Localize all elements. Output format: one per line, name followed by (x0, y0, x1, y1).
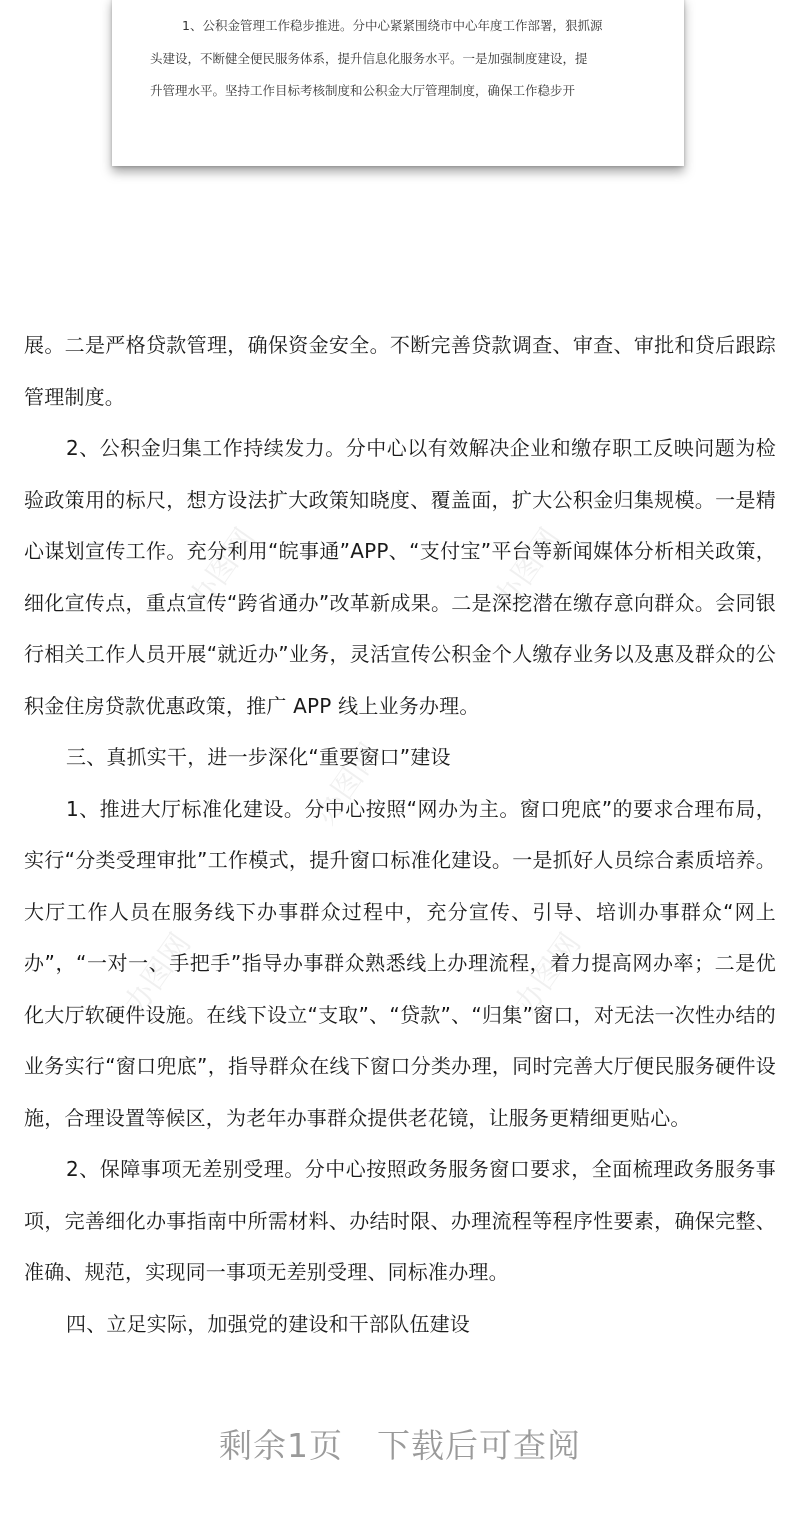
watermark: 办图网 (307, 737, 389, 831)
watermark: 办图网 (117, 927, 199, 1021)
preview-page-card (112, 0, 684, 166)
paragraph-hall-standardization: 1、推进大厅标准化建设。分中心按照“网办为主。窗口兜底”的要求合理布局，实行“分类受理审批”工作模式，提升窗口标准化建设。一是抓好人员综合素质培养。大厅工作人员在服务线下办事群众过程中，充分宣传、引导、培训办事群众“网上办”，“一对一、手把手”指导办事群众熟悉线上办理流程，着力提高网办率；二是优化大厅软硬件设施。在线下设立“支取”、“贷款”、“归集”窗口，对无法一次性办结的业务实行“窗口兜底”，指导群众在线下窗口分类办理，同时完善大厅便民服务硬件设施，合理设置等候区，为老年办事群众提供老花镜，让服务更精细更贴心。 (24, 796, 776, 1130)
preview-line: 升管理水平。坚持工作目标考核制度和公积金大厅管理制度，确保工作稳步开 (150, 83, 576, 98)
watermark: 办图网 (182, 522, 264, 616)
section-heading-window: 三、真抓实干，进一步深化“重要窗口”建设 (66, 745, 451, 769)
section-heading-party-building: 四、立足实际，加强党的建设和干部队伍建设 (66, 1311, 470, 1336)
preview-line: 头建设，不断健全便民服务体系，提升信息化服务水平。一是加强制度建设，提 (150, 50, 588, 66)
remaining-pages-banner[interactable] (0, 1420, 800, 1467)
preview-line: 1、公积金管理工作稳步推进。分中心紧紧围绕市中心年度工作部署，狠抓源 (182, 18, 603, 33)
document-body (24, 320, 776, 1350)
paragraph-continuation: 展。二是严格贷款管理，确保资金安全。不断完善贷款调查、审查、审批和贷后跟踪管理制度。 (24, 333, 776, 409)
paragraph-undifferentiated-acceptance: 2、保障事项无差别受理。分中心按照政务服务窗口要求，全面梳理政务服务事项，完善细化办事指南中所需材料、办结时限、办理流程等程序性要素，确保完整、准确、规范，实现同一事项无差别受理、同标准办理。 (24, 1157, 776, 1284)
download-hint-label: 下载后可查阅 (377, 1426, 581, 1465)
watermark: 办图网 (507, 927, 589, 1021)
preview-text-block (150, 10, 646, 108)
paragraph-collection-work: 2、公积金归集工作持续发力。分中心以有效解决企业和缴存职工反映问题为检验政策用的标尺，想方设法扩大政策知晓度、覆盖面，扩大公积金归集规模。一是精心谋划宣传工作。充分利用“皖事通”APP、“支付宝”平台等新闻媒体分析相关政策，细化宣传点，重点宣传“跨省通办”改革新成果。二是深挖潜在缴存意向群众。会同银行相关工作人员开展“就近办”业务，灵活宣传公积金个人缴存业务以及惠及群众的公积金住房贷款优惠政策，推广 APP 线上业务办理。 (24, 436, 776, 718)
remaining-pages-label: 剩余1页 (219, 1426, 343, 1465)
watermark: 办图网 (487, 522, 569, 616)
